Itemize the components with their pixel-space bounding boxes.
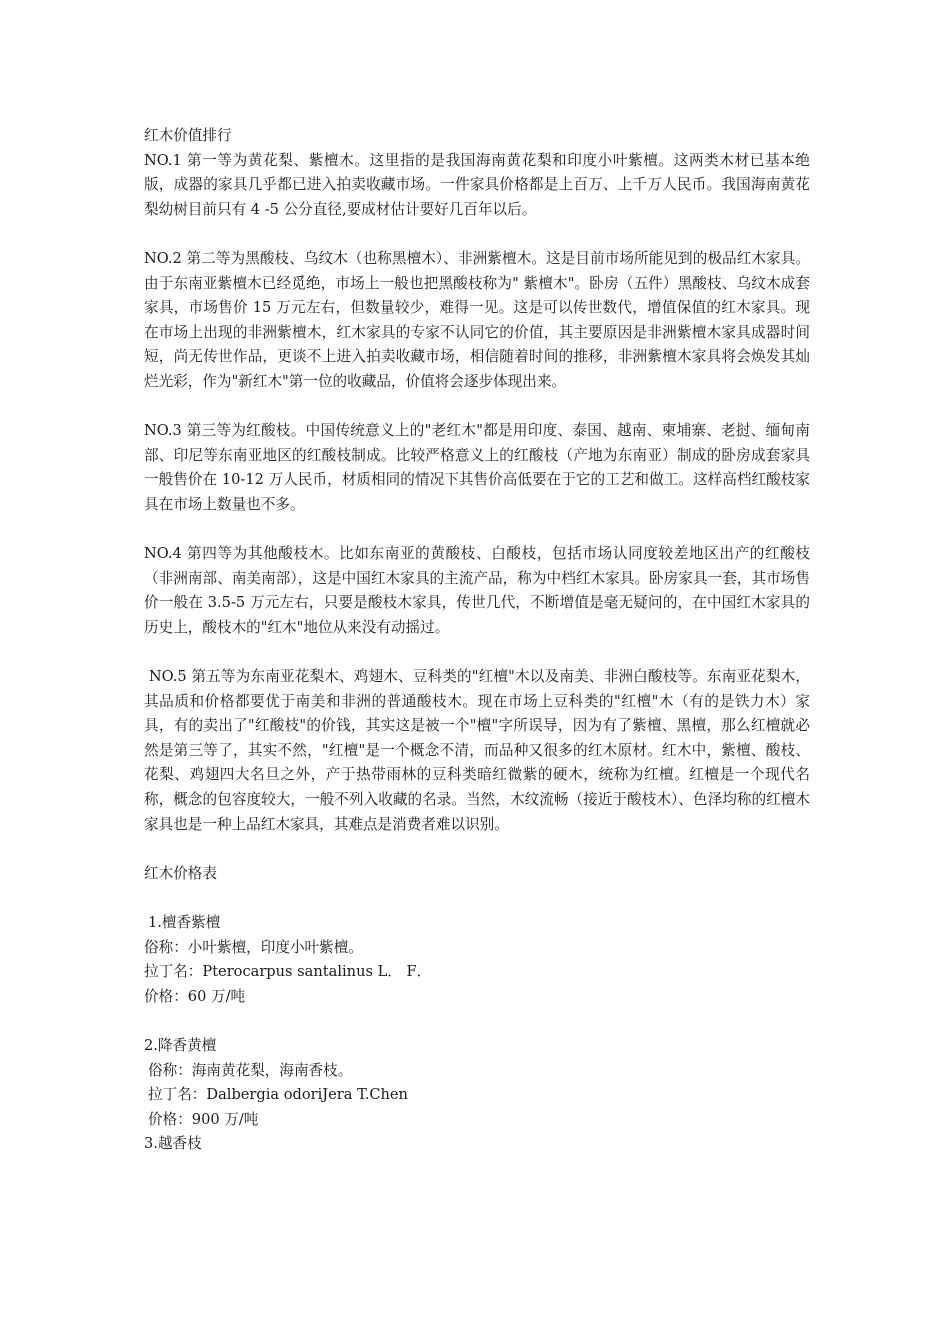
- ranking-no3: NO.3 第三等为红酸枝。中国传统意义上的"老红木"都是用印度、泰国、越南、柬埔寨、老挝、缅甸南部、印尼等东南亚地区的红酸枝制成。比较严格意义上的红酸枝（产地为东南亚）制成的卧房成套家具一般售价在 10-12 万人民币，材质相同的情况下其售价高低要在于它的工艺和做工。这样高档红酸枝家具在市场上数量也不多。: [144, 422, 810, 513]
- ranking-no1: NO.1 第一等为黄花梨、紫檀木。这里指的是我国海南黄花梨和印度小叶紫檀。这两类木材已基本绝版，成器的家具几乎都已进入拍卖收藏市场。一件家具价格都是上百万、上千万人民币。我国海南黄花梨幼树目前只有 4 -5 公分直径,要成材估计要好几百年以后。: [144, 151, 810, 218]
- price-table-title: 红木价格表: [144, 864, 217, 882]
- item-1-price: 价格：60 万/吨: [144, 987, 246, 1005]
- item-2-name: 2.降香黄檀: [144, 1036, 217, 1054]
- ranking-no5: NO.5 第五等为东南亚花梨木、鸡翅木、豆科类的"红檀"木以及南美、非洲白酸枝等。东南亚花梨木，其品质和价格都要优于南美和非洲的普通酸枝木。现在市场上豆科类的"红檀"木（有的是铁力木）家具，有的卖出了"红酸枝"的价钱，其实这是被一个"檀"字所误导，因为有了紫檀、黑檀，那么红檀就必然是第三等了，其实不然，"红檀"是一个概念不清，而品种又很多的红木原材。红木中，紫檀、酸枝、花梨、鸡翅四大名旦之外，产于热带雨林的豆科类暗红微紫的硬木，统称为红檀。红檀是一个现代名称，概念的包容度较大，一般不列入收藏的名录。当然，木纹流畅（接近于酸枝木）、色泽均称的红檀木家具也是一种上品红木家具，其难点是消费者难以识别。: [144, 668, 811, 833]
- item-2-price: 价格：900 万/吨: [148, 1110, 259, 1128]
- ranking-no2: NO.2 第二等为黑酸枝、乌纹木（也称黑檀木）、非洲紫檀木。这是目前市场所能见到的极品红木家具。由于东南亚紫檀木已经觅绝，市场上一般也把黑酸枝称为" 紫檀木"。卧房（五件）黑酸枝、乌纹木成套家具，市场售价 15 万元左右，但数量较少，难得一见。这是可以传世数代，增值保值的红木家具。现在市场上出现的非洲紫檀木，红木家具的专家不认同它的价值，其主要原因是非洲紫檀木家具成器时间短，尚无传世作品，更谈不上进入拍卖收藏市场，相信随着时间的推移，非洲紫檀木家具将会焕发其灿烂光彩，作为"新红木"第一位的收藏品，价值将会逐步体现出来。: [144, 249, 810, 390]
- item-1-latin: 拉丁名：Pterocarpus santalinus L． F．: [144, 963, 432, 981]
- item-2-latin: 拉丁名：Dalbergia odoriJera T.Chen: [148, 1086, 408, 1104]
- item-1-common: 俗称：小叶紫檀，印度小叶紫檀。: [144, 938, 363, 956]
- document-body: [144, 124, 810, 1157]
- item-3-name: 3.越香枝: [144, 1135, 202, 1153]
- ranking-no4: NO.4 第四等为其他酸枝木。比如东南亚的黄酸枝、白酸枝，包括市场认同度较差地区出产的红酸枝（非洲南部、南美南部），这是中国红木家具的主流产品，称为中档红木家具。卧房家具一套，其市场售价一般在 3.5-5 万元左右，只要是酸枝木家具，传世几代，不断增值是毫无疑问的，在中国红木家具的历史上，酸枝木的"红木"地位从来没有动摇过。: [144, 545, 810, 636]
- item-2-common: 俗称：海南黄花梨，海南香枝。: [148, 1061, 353, 1079]
- item-1-name: 1.檀香紫檀: [148, 914, 221, 931]
- doc-title: 红木价值排行: [144, 127, 232, 144]
